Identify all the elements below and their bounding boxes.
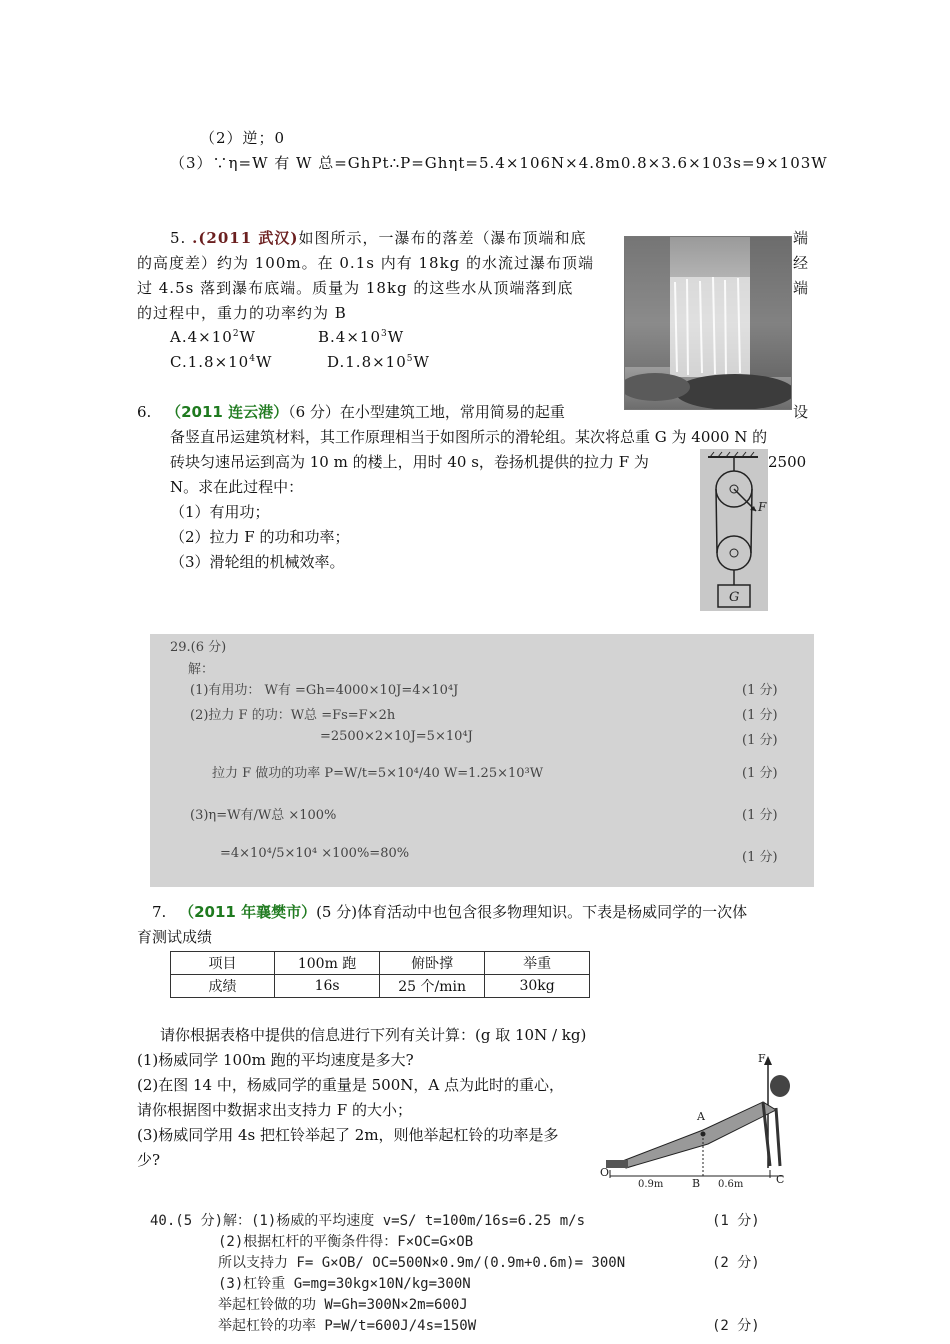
answer-text: (2)根据杠杆的平衡条件得：F×OC=G×OB <box>218 1234 474 1250</box>
pushup-diagram <box>598 1050 813 1190</box>
answer-text: (1)有用功： W有 =Gh=4000×10J=4×10⁴J <box>190 683 459 698</box>
points: (1 分) <box>742 766 778 781</box>
source-tag: （2011 连云港） <box>166 403 289 421</box>
question-text: （6 分）在小型建筑工地，常用简易的起重 <box>288 403 565 421</box>
table-header: 100m 跑 <box>275 952 380 975</box>
sub-question: (3)杨威同学用 4s 把杠铃举起了 2m，则他举起杠铃的功率是多 <box>137 1126 559 1144</box>
question-text: (5 分)体育活动中也包含很多物理知识。下表是杨威同学的一次体 <box>316 903 748 921</box>
point-label: O <box>600 1166 610 1179</box>
option-a: $A.4\times 10^2W$ <box>170 328 256 346</box>
sub-question: 请你根据图中数据求出支持力 F 的大小； <box>137 1101 412 1119</box>
table-header-row <box>171 952 590 975</box>
table-cell: 25 个/min <box>380 975 485 998</box>
point-label: C <box>776 1173 785 1186</box>
distance-label: 0.9m <box>638 1179 664 1190</box>
points: (1 分) <box>742 808 778 823</box>
question-text: 请你根据表格中提供的信息进行下列有关计算：(g 取 10N / kg) <box>160 1026 587 1044</box>
question-number: 6. <box>137 403 152 421</box>
answer-text: 举起杠铃做的功 W=Gh=300N×2m=600J <box>218 1297 468 1313</box>
points: (1 分) <box>742 683 778 698</box>
points: (2 分) <box>712 1255 760 1271</box>
question-text: 设 <box>793 403 809 421</box>
point-label: B <box>692 1177 701 1190</box>
answer-text: (3)杠铃重 G=mg=30kg×10N/kg=300N <box>218 1276 471 1292</box>
table-cell: 16s <box>275 975 380 998</box>
points: (1 分) <box>742 733 778 748</box>
sub-question: （2）拉力 F 的功和功率； <box>170 528 350 546</box>
table-cell: 成绩 <box>171 975 275 998</box>
question-text: 的高度差）约为 100m。在 0.1s 内有 18kg 的水流过瀑布顶端 <box>137 254 595 272</box>
sub-question: （3）滑轮组的机械效率。 <box>170 553 345 571</box>
question-text: 育测试成绩 <box>137 928 213 946</box>
question-text: 如图所示，一瀑布的落差（瀑布顶端和底 <box>298 229 587 247</box>
answer-heading: 29.(6 分) <box>170 640 227 655</box>
question-text: 过 4.5s 落到瀑布底端。质量为 18kg 的这些水从顶端落到底 <box>137 279 574 297</box>
answer-line-2: （2）逆；0 <box>200 129 286 147</box>
question-text: 端 <box>793 229 809 247</box>
question-text: 的过程中，重力的功率约为 B <box>137 304 347 322</box>
question-text: 经 <box>793 254 809 272</box>
points: (1 分) <box>742 850 778 865</box>
points: (1 分) <box>742 708 778 723</box>
sub-question: (2)在图 14 中，杨威同学的重量是 500N，A 点为此时的重心， <box>137 1076 564 1094</box>
question-text: 端 <box>793 279 809 297</box>
force-label: F <box>758 1052 766 1065</box>
question-number: 5. <box>170 229 187 247</box>
answer-29-scan <box>150 634 814 887</box>
sub-question: (1)杨威同学 100m 跑的平均速度是多大? <box>137 1051 414 1069</box>
score-table <box>170 951 590 998</box>
question-text: 砖块匀速吊运到高为 10 m 的楼上，用时 40 s，卷扬机提供的拉力 F 为 <box>170 453 649 471</box>
source-tag: （2011 年襄樊市） <box>179 903 317 921</box>
table-header: 举重 <box>485 952 590 975</box>
answer-text: (3)η=W有/W总 ×100% <box>190 808 337 823</box>
option-b: $B.4\times 10^3W$ <box>318 328 405 346</box>
answer-text: 所以支持力 F= G×OB/ OC=500N×0.9m/(0.9m+0.6m)= 300N <box>218 1255 626 1271</box>
answer-text: =2500×2×10J=5×10⁴J <box>320 729 473 744</box>
answer-line-3: （3）∵η=W 有 W 总=GhPt∴P=Ghηt=5.4×106N×4.8m0.8×3.6×103s=9×103W <box>170 154 828 172</box>
sub-question: 少? <box>137 1151 161 1169</box>
answer-text: 40.(5 分)解：(1)杨威的平均速度 v=S/ t=100m/16s=6.25 m/s <box>150 1213 586 1229</box>
source-tag: .(2011 武汉) <box>192 229 299 247</box>
point-label: A <box>697 1110 705 1123</box>
force-label: F <box>758 500 767 514</box>
question-text: 2500 <box>768 453 807 471</box>
points: (1 分) <box>712 1213 760 1229</box>
table-cell: 30kg <box>485 975 590 998</box>
option-c: $C.1.8\times 10^4W$ <box>170 353 273 371</box>
question-text: N。求在此过程中： <box>170 478 304 496</box>
sub-question: （1）有用功； <box>170 503 270 521</box>
waterfall-photo <box>624 236 792 410</box>
answer-text: (2)拉力 F 的功：W总 =Fs=F×2h <box>190 708 396 723</box>
answer-text: 解： <box>188 662 215 677</box>
pulley-diagram <box>700 449 768 611</box>
question-text: 备竖直吊运建筑材料，其工作原理相当于如图所示的滑轮组。某次将总重 G 为 4000 N 的 <box>170 428 768 446</box>
points: (2 分) <box>712 1318 760 1334</box>
table-header: 俯卧撑 <box>380 952 485 975</box>
weight-label: G <box>729 590 740 605</box>
table-row <box>171 975 590 998</box>
answer-text: 拉力 F 做功的功率 P=W/t=5×10⁴/40 W=1.25×10³W <box>212 766 544 781</box>
answer-text: 举起杠铃的功率 P=W/t=600J/4s=150W <box>218 1318 477 1334</box>
distance-label: 0.6m <box>718 1179 744 1190</box>
table-header: 项目 <box>171 952 275 975</box>
question-number: 7. <box>152 903 167 921</box>
answer-text: =4×10⁴/5×10⁴ ×100%=80% <box>220 846 410 861</box>
option-d: $D.1.8\times 10^5W$ <box>327 353 430 371</box>
